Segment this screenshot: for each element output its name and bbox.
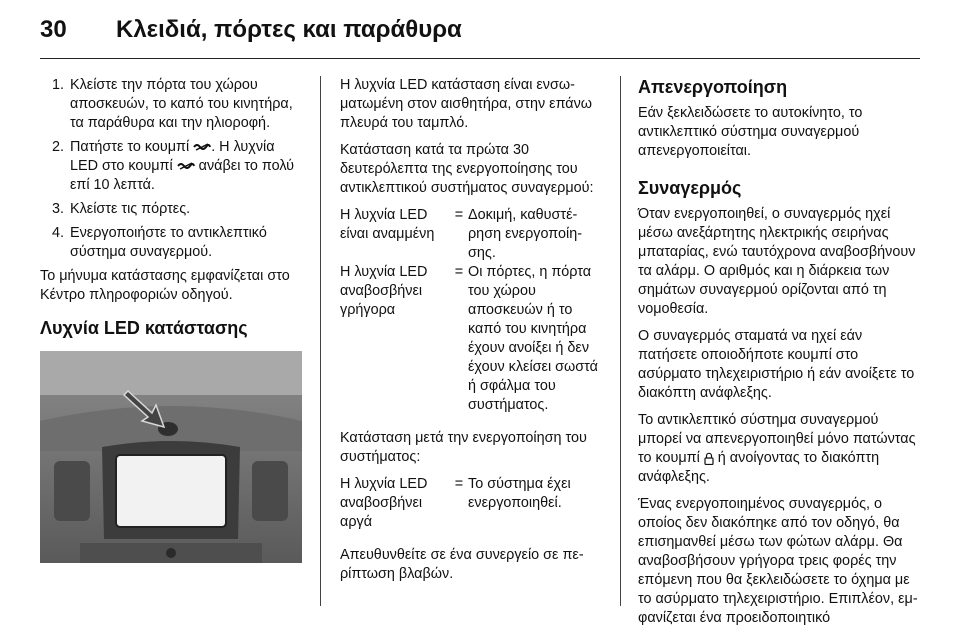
table-cell-led-state: Η λυχνία LED αναβοσβήνει γρήγορα [340,264,428,318]
table-cell-equals: = [454,207,464,223]
alarm-paragraph-4: Ένας ενεργοποιημένος συναγερμός, ο οποίος δεν διακόπηκε από τον οδηγό, θα επισημανθεί μέσω των φώτων αλάρμ. Θα αναβοσβήσουν γρήγορα τρεις φορές την επόμενη που θα ξεκλειδώσετε το όχημα με το ασύρματο τηλεχειριστήριο. Επιπλέον, εμφανίζεται ένα προειδοποιητικό [638,496,918,626]
step-number: 4. [51,225,64,241]
dashboard-led-photo [40,351,302,563]
column-divider-1 [320,76,321,606]
lock-icon [704,452,714,465]
list-item [40,224,302,262]
alarm-paragraph-3 [638,411,920,487]
step-number: 3. [51,201,64,217]
alarm-heading: Συναγερμός [638,178,742,198]
table-cell-equals: = [454,476,464,492]
column-divider-2 [620,76,621,606]
table-cell-equals: = [454,264,464,280]
status-table-after-activation [340,475,602,532]
deactivation-heading: Απενεργοποίηση [638,77,788,97]
page-number: 30 [40,16,67,43]
step-text: Κλείστε τις πόρτες. [70,201,191,217]
step-number: 2. [51,139,64,155]
column-right [638,76,920,636]
status-table-first-30s [340,206,602,415]
list-item [40,200,302,219]
list-item [40,76,302,133]
alarm-paragraph-1: Όταν ενεργοποιηθεί, ο συναγερμός ηχεί μέσω ανεξάρτητης ηλεκτρικής σειρήνας μπαταρίας, ενώ ταυτόχρονα αναβοσβήνουν τα αλάρμ. Ο αριθμός και η διάρκεια των σημάτων συναγερμού ορίζονται από τη νομοθεσία. [638,206,916,317]
list-item [40,138,302,195]
table-cell-led-state: Η λυχνία LED είναι αναμμένη [340,207,435,242]
deactivation-paragraph: Εάν ξεκλειδώσετε το αυτοκίνητο, το αντικλεπτικό σύστημα συναγερμού απενεργοποιείται. [638,105,863,159]
first-30s-paragraph: Κατάσταση κατά τα πρώτα 30 δευτερόλεπτα της ενεργοποίησης του αντικλεπτικού συστήματος συναγερμού: [340,142,594,196]
after-activation-paragraph: Κατάσταση μετά την ενεργοποίηση του συστήματος: [340,430,587,465]
alarm-paragraph-3-part: Το αντικλεπτικό σύστημα συναγερμού μπορεί να απενεργοποιηθεί μόνο πατώντας το κουμπί [638,412,916,466]
alarm-off-key-icon [177,161,195,171]
alarm-off-key-icon [193,142,211,152]
workshop-paragraph: Απευθυνθείτε σε ένα συνεργείο σε περίπτωση βλαβών. [340,547,584,582]
header-divider [40,58,920,59]
step-text-part: Πατήστε το κουμπί [70,139,190,155]
status-message-paragraph: Το μήνυμα κατάστασης εμφανίζεται στο Κέντρο πληροφοριών οδηγού. [40,268,290,303]
dashboard-illustration [40,351,302,563]
alarm-paragraph-2: Ο συναγερμός σταματά να ηχεί εάν πατήσετε οποιοδήποτε κουμπί στο ασύρματο τηλεχειριστήριο ή εάν ανοίξετε το διακόπτη ανάφλεξης. [638,328,915,401]
table-cell-meaning: Δοκιμή, καθυστέρηση ενεργοποίησης. [468,207,583,261]
step-text: Κλείστε την πόρτα του χώρου αποσκευών, το καπό του κινητήρα, τα παράθυρα και την ηλιοροφή. [70,77,293,131]
table-cell-meaning: Το σύστημα έχει ενεργοποιηθεί. [468,476,571,511]
step-number: 1. [51,77,64,93]
page-title: Κλειδιά, πόρτες και παράθυρα [116,16,462,43]
step-text [70,138,302,195]
step-text-part: ανάβει το πολύ επί 10 λεπτά. [70,158,295,193]
step-text: Ενεργοποιήστε το αντικλεπτικό σύστημα συναγερμού. [70,225,267,260]
step-text-part: . Η λυχνία LED στο κουμπί [70,139,275,174]
led-intro-paragraph: Η λυχνία LED κατάσταση είναι ενσωματωμένη στον αισθητήρα, στην επάνω πλευρά του ταμπλό. [340,77,593,131]
steps-list [40,76,302,262]
table-cell-meaning: Οι πόρτες, η πόρτα του χώρου αποσκευών ή το καπό του κινητήρα έχουν ανοίξει ή δεν έχουν κλείσει σωστά ή σφάλμα του συστήματος. [468,264,598,413]
column-left [40,76,302,563]
table-cell-led-state: Η λυχνία LED αναβοσβήνει αργά [340,476,428,530]
led-section-heading: Λυχνία LED κατάστασης [40,318,248,338]
alarm-paragraph-3-part: ή ανοίγοντας το διακόπτη ανάφλεξης. [638,450,880,485]
column-middle [340,76,602,592]
